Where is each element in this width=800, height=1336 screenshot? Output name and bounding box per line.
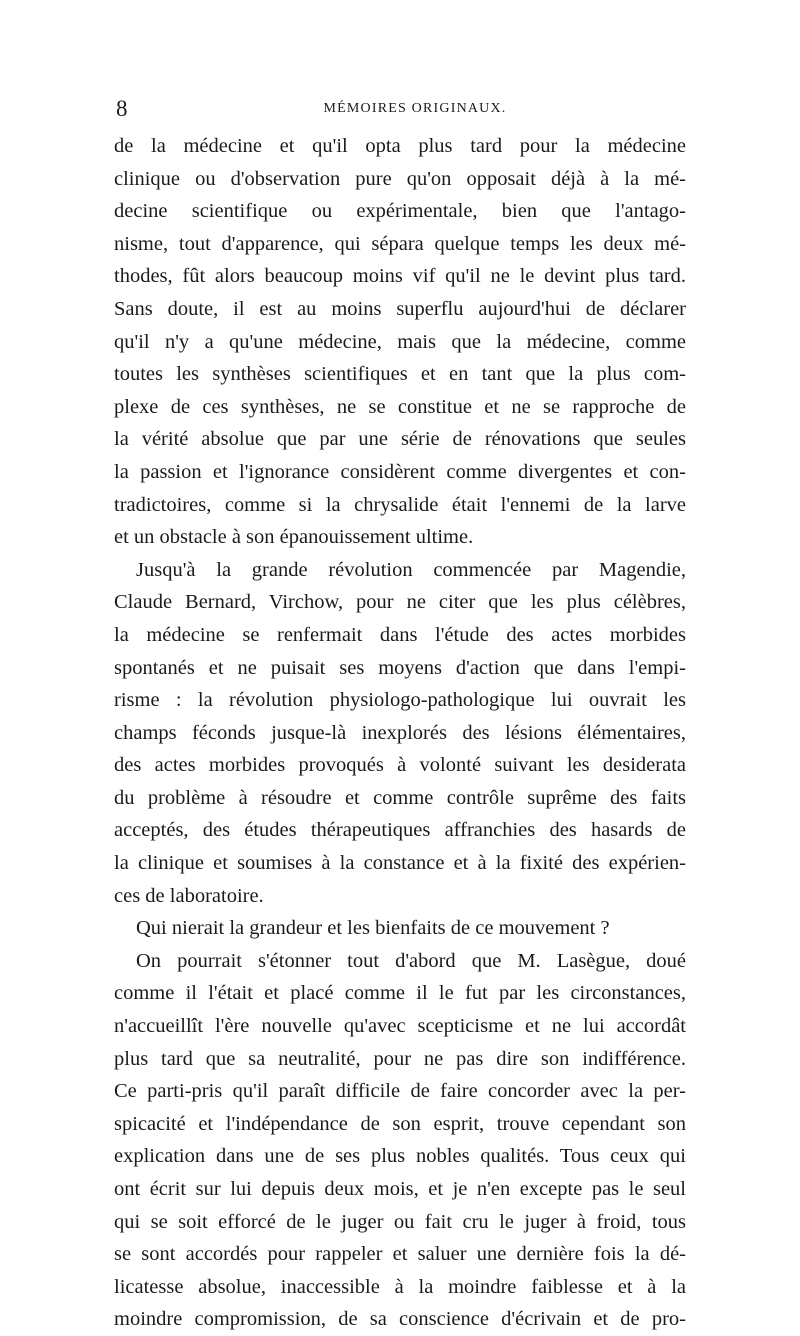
- text-line: thodes, fût alors beaucoup moins vif qu'il ne le devint plus tard.: [114, 265, 686, 288]
- text-line: du problème à résoudre et comme contrôle suprême des faits: [114, 786, 686, 809]
- text-line: moindre compromission, de sa conscience d'écrivain et de pro-: [114, 1308, 686, 1331]
- text-line: la médecine se renfermait dans l'étude des actes morbides: [114, 623, 686, 646]
- paragraph-start-line: Jusqu'à la grande révolution commencée par Magendie,: [136, 558, 686, 581]
- paragraph-start-line: Qui nierait la grandeur et les bienfaits de ce mouvement ?: [136, 917, 610, 940]
- text-line: champs féconds jusque-là inexplorés des lésions élémentaires,: [114, 721, 686, 744]
- text-line: et un obstacle à son épanouissement ultime.: [114, 526, 474, 549]
- page-header: [114, 95, 686, 123]
- text-line: la passion et l'ignorance considèrent comme divergentes et con-: [114, 460, 686, 483]
- text-line: Ce parti-pris qu'il paraît difficile de faire concorder avec la per-: [114, 1080, 686, 1103]
- text-line: spontanés et ne puisait ses moyens d'action que dans l'empi-: [114, 656, 686, 679]
- text-line: ont écrit sur lui depuis deux mois, et je n'en excepte pas le seul: [114, 1178, 686, 1200]
- text-line: clinique ou d'observation pure qu'on opposait déjà à la mé-: [114, 167, 686, 190]
- text-line: plus tard que sa neutralité, pour ne pas dire son indifférence.: [114, 1047, 686, 1070]
- text-line: de la médecine et qu'il opta plus tard pour la médecine: [114, 135, 686, 157]
- text-line: comme il l'était et placé comme il le fut par les circonstances,: [114, 982, 686, 1005]
- text-line: licatesse absolue, inaccessible à la moindre faiblesse et à la: [114, 1275, 686, 1298]
- text-line: des actes morbides provoqués à volonté suivant les desiderata: [114, 754, 686, 777]
- text-line: ces de laboratoire.: [114, 884, 264, 907]
- text-line: tradictoires, comme si la chrysalide était l'ennemi de la larve: [114, 493, 686, 516]
- paragraph-start-line: On pourrait s'étonner tout d'abord que M. Lasègue, doué: [136, 949, 686, 972]
- text-line: risme : la révolution physiologo-pathologique lui ouvrait les: [114, 689, 686, 712]
- page-number: 8: [116, 96, 128, 121]
- text-line: explication dans une de ses plus nobles qualités. Tous ceux qui: [114, 1145, 686, 1168]
- text-line: plexe de ces synthèses, ne se constitue et ne se rapproche de: [114, 395, 686, 418]
- text-line: la vérité absolue que par une série de rénovations que seules: [114, 428, 686, 451]
- text-line: decine scientifique ou expérimentale, bien que l'antago-: [114, 200, 686, 223]
- text-line: la clinique et soumises à la constance et à la fixité des expérien-: [114, 852, 686, 875]
- running-title: MÉMOIRES ORIGINAUX.: [323, 101, 507, 116]
- body-text: [114, 130, 686, 1336]
- text-line: qu'il n'y a qu'une médecine, mais que la médecine, comme: [114, 330, 686, 353]
- text-line: Sans doute, il est au moins superflu aujourd'hui de déclarer: [114, 297, 686, 320]
- text-line: spicacité et l'indépendance de son esprit, trouve cependant son: [114, 1112, 686, 1135]
- text-line: qui se soit efforcé de le juger ou fait cru le juger à froid, tous: [114, 1210, 686, 1233]
- text-line: n'accueillît l'ère nouvelle qu'avec scepticisme et ne lui accordât: [114, 1015, 686, 1038]
- text-line: acceptés, des études thérapeutiques affranchies des hasards de: [114, 819, 686, 842]
- text-line: nisme, tout d'apparence, qui sépara quelque temps les deux mé-: [114, 232, 686, 255]
- text-line: se sont accordés pour rappeler et saluer une dernière fois la dé-: [114, 1243, 686, 1266]
- text-line: toutes les synthèses scientifiques et en tant que la plus com-: [114, 363, 686, 386]
- text-line: Claude Bernard, Virchow, pour ne citer que les plus célèbres,: [114, 591, 686, 614]
